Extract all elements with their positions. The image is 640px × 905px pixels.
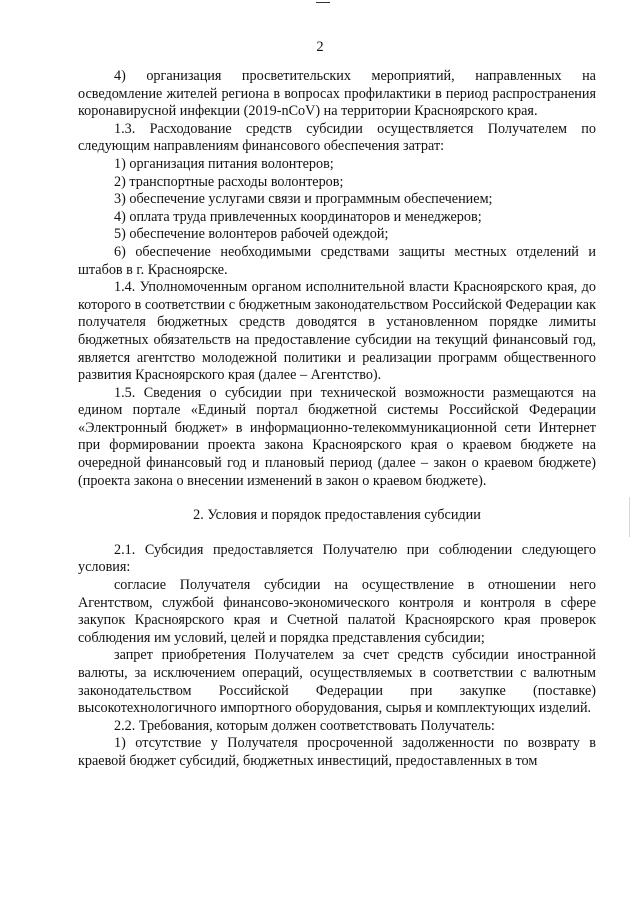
list-item: 2) транспортные расходы волонтеров; bbox=[114, 173, 344, 190]
list-item: 6) обеспечение необходимыми средствами защиты местных отделений и штабов в г. Красноярске. bbox=[78, 243, 596, 278]
page-number: 2 bbox=[316, 39, 324, 55]
document-body bbox=[78, 68, 596, 771]
section-heading: 2. Условия и порядок предоставления субсидии bbox=[193, 507, 481, 524]
list-item: 3) обеспечение услугами связи и программным обеспечением; bbox=[114, 191, 493, 208]
top-edge-mark bbox=[316, 2, 330, 3]
list-item: 4) оплата труда привлеченных координаторов и менеджеров; bbox=[114, 208, 482, 225]
list-item: 1) организация питания волонтеров; bbox=[114, 155, 334, 172]
paragraph-1-5: 1.5. Сведения о субсидии при технической возможности размещаются на едином портале «Единый портал бюджетной системы Российской Федерации «Электронный бюджет» в информационно-телекоммуникационной сети Интернет при формировании проекта закона Красноярского края о краевом бюджете на очередной финансовый год и плановый период (далее – закон о краевом бюджете) (проекта закона о внесении изменений в закон о краевом бюджете). bbox=[78, 384, 596, 489]
paragraph-2-2: 2.2. Требования, которым должен соответствовать Получатель: bbox=[114, 717, 495, 734]
paragraph-2-1: 2.1. Субсидия предоставляется Получателю при соблюдении следующего условия: bbox=[78, 541, 596, 576]
paragraph-1-4: 1.4. Уполномоченным органом исполнительной власти Красноярского края, до которого в соответствии с бюджетным законодательством Российской Федерации как получателя бюджетных средств доводятся в установленном порядке лимиты бюджетных обязательств на предоставление субсидии на текущий финансовый год, является агентство молодежной политики и реализации программ общественного развития Красноярского края (далее – Агентство). bbox=[78, 279, 596, 384]
paragraph-1-3: 1.3. Расходование средств субсидии осуществляется Получателем по следующим направлениям финансового обеспечения затрат: bbox=[78, 120, 596, 155]
list-item: 5) обеспечение волонтеров рабочей одеждой; bbox=[114, 226, 389, 243]
condition-item: запрет приобретения Получателем за счет средств субсидии иностранной валюты, за исключением операций, осуществляемых в соответствии с валютным законодательством Российской Федерации при закупке (поставке) высокотехнологичного импортного оборудования, сырья и комплектующих изделий. bbox=[78, 647, 596, 717]
paragraph-item-4: 4) организация просветительских мероприятий, направленных на осведомление жителей региона в вопросах профилактики в период распространения коронавирусной инфекции (2019-nCoV) на территории Красноярского края. bbox=[78, 68, 596, 120]
condition-item: согласие Получателя субсидии на осуществление в отношении него Агентством, службой финансово-экономического контроля и контроля в сфере закупок Красноярского края и Счетной палатой Красноярского края проверок соблюдения им условий, целей и порядка представления субсидии; bbox=[78, 577, 596, 646]
scan-edge-mark bbox=[629, 497, 630, 537]
requirement-item: 1) отсутствие у Получателя просроченной задолженности по возврату в краевой бюджет субсидий, бюджетных инвестиций, предоставленных в том bbox=[78, 735, 596, 769]
